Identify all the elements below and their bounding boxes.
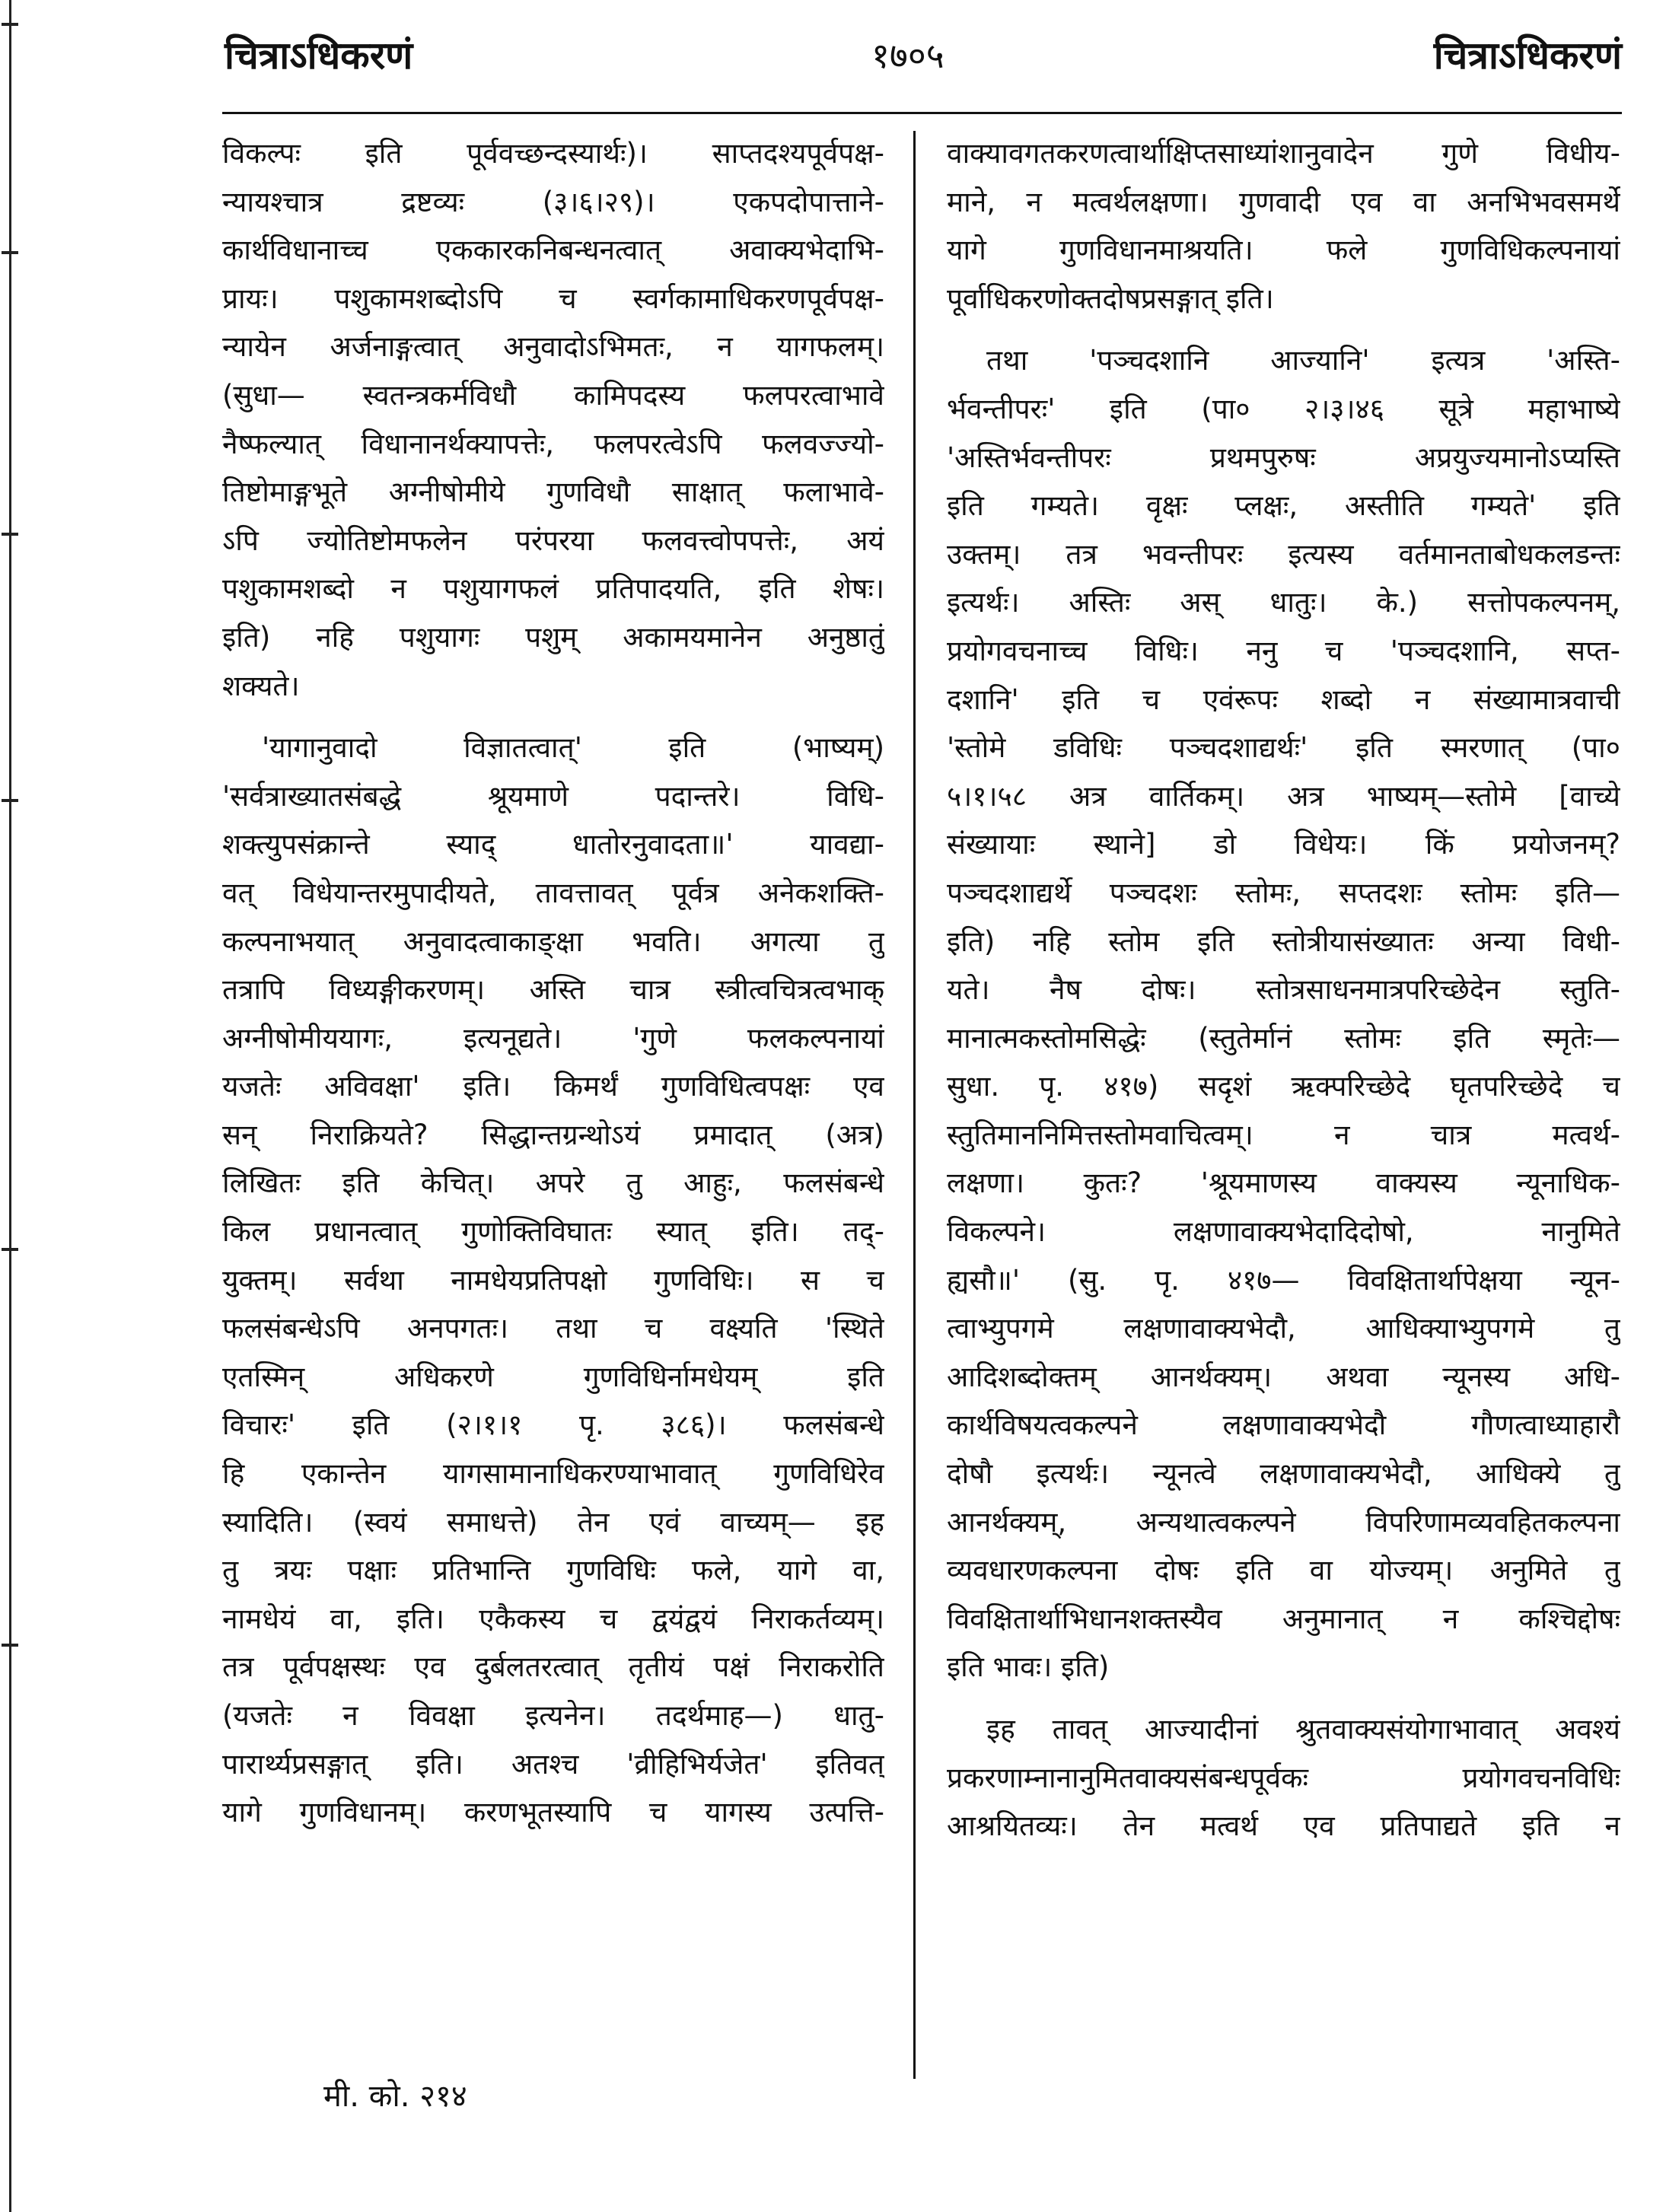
binding-mark: [2, 533, 18, 536]
text-line: संख्यायाः स्थाने] डो विधेयः। किं प्रयोजनम्?: [947, 828, 1620, 861]
paragraph: [947, 336, 1620, 1692]
binding-mark: [2, 1644, 18, 1647]
text-line: अग्नीषोमीययागः, इत्यनूद्यते। 'गुणे फलकल्पनायां: [222, 1021, 884, 1055]
paragraph: [222, 129, 884, 710]
text-line: माने, न मत्वर्थलक्षणा। गुणवादी एव वा अनभिभवसमर्थे: [947, 185, 1620, 218]
text-line: यागे गुणविधानम्। करणभूतस्यापि च यागस्य उत्पत्ति-: [222, 1796, 884, 1829]
binding-mark: [2, 1248, 18, 1251]
binding-mark: [2, 251, 18, 254]
text-line: नैष्फल्यात् विधानानर्थक्यापत्तेः, फलपरत्वेऽपि फलवज्ज्यो-: [222, 427, 884, 460]
text-line: विवक्षितार्थाभिधानशक्तस्यैव अनुमानात् न कश्चिद्दोषः: [947, 1602, 1620, 1635]
text-line: मानात्मकस्तोमसिद्धेः (स्तुतेर्मानं स्तोमः इति स्मृतेः—: [947, 1021, 1620, 1055]
running-title-right: चित्राऽधिकरणं: [1433, 33, 1622, 78]
text-line: तिष्टोमाङ्गभूते अग्नीषोमीये गुणविधौ साक्षात् फलाभावे-: [222, 476, 884, 509]
text-line: दोषौ इत्यर्थः। न्यूनत्वे लक्षणावाक्यभेदौ, आधिक्ये तु: [947, 1457, 1620, 1491]
text-line: (यजतेः न विवक्षा इत्यनेन। तदर्थमाह—) धातु-: [222, 1699, 884, 1732]
text-line: विकल्पने। लक्षणावाक्यभेदादिदोषो, नानुमिते: [947, 1215, 1620, 1249]
text-line: पशुकामशब्दो न पशुयागफलं प्रतिपादयति, इति शेषः।: [222, 572, 884, 606]
text-line: युक्तम्। सर्वथा नामधेयप्रतिपक्षो गुणविधिः। स च: [222, 1263, 884, 1297]
text-line: इत्यर्थः। अस्तिः अस् धातुः। के.) सत्तोपकल्पनम्,: [947, 586, 1620, 619]
text-line: इति) नहि पशुयागः पशुम् अकामयमानेन अनुष्ठातुं: [222, 620, 884, 654]
binding-mark: [2, 23, 18, 26]
text-line: (सुधा— स्वतन्त्रकर्मविधौ कामिपदस्य फलपरत्वाभावे: [222, 378, 884, 412]
text-line: इति भावः। इति): [947, 1650, 1110, 1684]
text-line: शक्यते।: [222, 669, 300, 702]
paragraph: [947, 1705, 1620, 1851]
text-line: स्तुतिमाननिमित्तस्तोमवाचित्वम्। न चात्र मत्वर्थ-: [947, 1118, 1620, 1151]
text-line: पारार्थ्यप्रसङ्गात् इति। अतश्च 'व्रीहिभिर्यजेत' इतिवत्: [222, 1747, 884, 1781]
text-line: दशानि' इति च एवंरूपः शब्दो न संख्यामात्रवाची: [947, 683, 1620, 716]
text-line: इह तावत् आज्यादीनां श्रुतवाक्यसंयोगाभावात् अवश्यं: [986, 1713, 1620, 1746]
text-line: सन् निराक्रियते? सिद्धान्तग्रन्थोऽयं प्रमादात् (अत्र): [222, 1118, 884, 1151]
page-number: १७०५: [871, 35, 944, 76]
column-divider: [913, 131, 916, 2079]
text-line: विकल्पः इति पूर्ववच्छन्दस्यार्थः)। साप्तदश्यपूर्वपक्ष-: [222, 137, 884, 170]
text-line: उक्तम्। तत्र भवन्तीपरः इत्यस्य वर्तमानताबोधकलडन्तः: [947, 537, 1620, 571]
binding-edge: [9, 0, 11, 2212]
text-line: फलसंबन्धेऽपि अनपगतः। तथा च वक्ष्यति 'स्थिते: [222, 1312, 884, 1345]
text-line: यागे गुणविधानमाश्रयति। फले गुणविधिकल्पनायां: [947, 234, 1620, 267]
text-line: तत्र पूर्वपक्षस्थः एव दुर्बलतरत्वात् तृतीयं पक्षं निराकरोति: [222, 1650, 884, 1684]
text-line: लिखितः इति केचित्। अपरे तु आहुः, फलसंबन्धे: [222, 1166, 884, 1200]
text-line: कल्पनाभयात् अनुवादत्वाकाङ्क्षा भवति। अगत्या तु: [222, 925, 884, 958]
text-line: यजतेः अविवक्षा' इति। किमर्थं गुणविधित्वपक्षः एव: [222, 1070, 884, 1103]
text-line: पूर्वाधिकरणोक्तदोषप्रसङ्गात् इति।: [947, 282, 1274, 315]
text-line: पञ्चदशाद्यर्थे पञ्चदशः स्तोमः, सप्तदशः स्तोमः इति—: [947, 876, 1620, 909]
right-column: [947, 129, 1620, 1851]
text-line: त्वाभ्युपगमे लक्षणावाक्यभेदौ, आधिक्याभ्युपगमे तु: [947, 1312, 1620, 1345]
text-line: शक्त्युपसंक्रान्ते स्याद् धातोरनुवादता॥' यावद्या-: [222, 828, 884, 861]
text-line: तत्रापि विध्यङ्गीकरणम्। अस्ति चात्र स्त्रीत्वचित्रत्वभाक्: [222, 973, 884, 1007]
text-line: हि एकान्तेन यागसामानाधिकरण्याभावात् गुणविधिरेव: [222, 1457, 884, 1491]
text-line: ऽपि ज्योतिष्टोमफलेन परंपरया फलवत्त्वोपपत्तेः, अयं: [222, 524, 884, 557]
text-line: यते। नैष दोषः। स्तोत्रसाधनमात्रपरिच्छेदेन स्तुति-: [947, 973, 1620, 1007]
text-line: वाक्यावगतकरणत्वार्थाक्षिप्तसाध्यांशानुवादेन गुणे विधीय-: [947, 137, 1620, 170]
text-line: कार्थविधानाच्च एककारकनिबन्धनत्वात् अवाक्यभेदाभि-: [222, 234, 884, 267]
text-line: ह्यसौ॥' (सु. पृ. ४१७— विवक्षितार्थापेक्षया न्यून-: [947, 1263, 1620, 1297]
text-line: 'स्तोमे डविधिः पञ्चदशाद्यर्थः' इति स्मरणात् (पा०: [947, 731, 1620, 765]
header-rule: [222, 112, 1622, 114]
text-line: न्यायेन अर्जनाङ्गत्वात् अनुवादोऽभिमतः, न यागफलम्।: [222, 330, 884, 364]
text-line: लक्षणा। कुतः? 'श्रूयमाणस्य वाक्यस्य न्यूनाधिक-: [947, 1166, 1620, 1200]
text-line: र्भवन्तीपरः' इति (पा० २।३।४६ सूत्रे महाभाष्ये: [947, 392, 1620, 425]
text-line: सुधा. पृ. ४१७) सदृशं ऋक्परिच्छेदे घृतपरिच्छेदे च: [947, 1070, 1620, 1103]
text-line: न्यायश्चात्र द्रष्टव्यः (३।६।२९)। एकपदोपात्ताने-: [222, 185, 884, 218]
text-line: तु त्रयः पक्षाः प्रतिभान्ति गुणविधिः फले, यागे वा,: [222, 1554, 884, 1587]
binding-mark: [2, 799, 18, 802]
text-line: नामधेयं वा, इति। एकैकस्य च द्वयंद्वयं निराकर्तव्यम्।: [222, 1602, 884, 1635]
text-line: प्रयोगवचनाच्च विधिः। ननु च 'पञ्चदशानि, सप्त-: [947, 634, 1620, 667]
running-title-left: चित्राऽधिकरणं: [225, 33, 413, 78]
text-line: व्यवधारणकल्पना दोषः इति वा योज्यम्। अनुमिते तु: [947, 1554, 1620, 1587]
signature-mark: मी. को. २१४: [323, 2079, 467, 2114]
text-line: तथा 'पञ्चदशानि आज्यानि' इत्यत्र 'अस्ति-: [986, 344, 1620, 377]
text-line: वत् विधेयान्तरमुपादीयते, तावत्तावत् पूर्वत्र अनेकशक्ति-: [222, 876, 884, 909]
left-column: [222, 129, 884, 1837]
text-line: 'अस्तिर्भवन्तीपरः प्रथमपुरुषः अप्रयुज्यमानोऽप्यस्ति: [947, 441, 1620, 474]
text-line: आश्रयितव्यः। तेन मत्वर्थ एव प्रतिपाद्यते इति न: [947, 1809, 1620, 1843]
text-line: 'यागानुवादो विज्ञातत्वात्' इति (भाष्यम्): [262, 731, 884, 765]
text-line: एतस्मिन् अधिकरणे गुणविधिर्नामधेयम् इति: [222, 1360, 884, 1393]
paragraph: [222, 724, 884, 1837]
text-line: कार्थविषयत्वकल्पने लक्षणावाक्यभेदौ गौणत्वाध्याहारौ: [947, 1408, 1620, 1442]
text-line: स्यादिति। (स्वयं समाधत्ते) तेन एवं वाच्यम्— इह: [222, 1505, 884, 1539]
text-line: 'सर्वत्राख्यातसंबद्धे श्रूयमाणे पदान्तरे। विधि-: [222, 779, 884, 813]
text-line: आनर्थक्यम्, अन्यथात्वकल्पने विपरिणामव्यवहितकल्पना: [947, 1505, 1620, 1539]
text-line: ५।१।५८ अत्र वार्तिकम्। अत्र भाष्यम्—स्तोमे [वाच्ये: [947, 779, 1620, 813]
text-line: किल प्रधानत्वात् गुणोक्तिविघातः स्यात् इति। तद्-: [222, 1215, 884, 1249]
paragraph: [947, 129, 1620, 323]
text-line: इति) नहि स्तोम इति स्तोत्रीयासंख्यातः अन्या विधी-: [947, 925, 1620, 958]
text-line: विचारः' इति (२।१।१ पृ. ३८६)। फलसंबन्धे: [222, 1408, 884, 1442]
text-line: प्रायः। पशुकामशब्दोऽपि च स्वर्गकामाधिकरणपूर्वपक्ष-: [222, 282, 884, 315]
text-line: आदिशब्दोक्तम् आनर्थक्यम्। अथवा न्यूनस्य अधि-: [947, 1360, 1620, 1393]
text-line: इति गम्यते। वृक्षः प्लक्षः, अस्तीति गम्यते' इति: [947, 489, 1620, 523]
text-line: प्रकरणाम्नानानुमितवाक्यसंबन्धपूर्वकः प्रयोगवचनविधिः: [947, 1761, 1620, 1794]
